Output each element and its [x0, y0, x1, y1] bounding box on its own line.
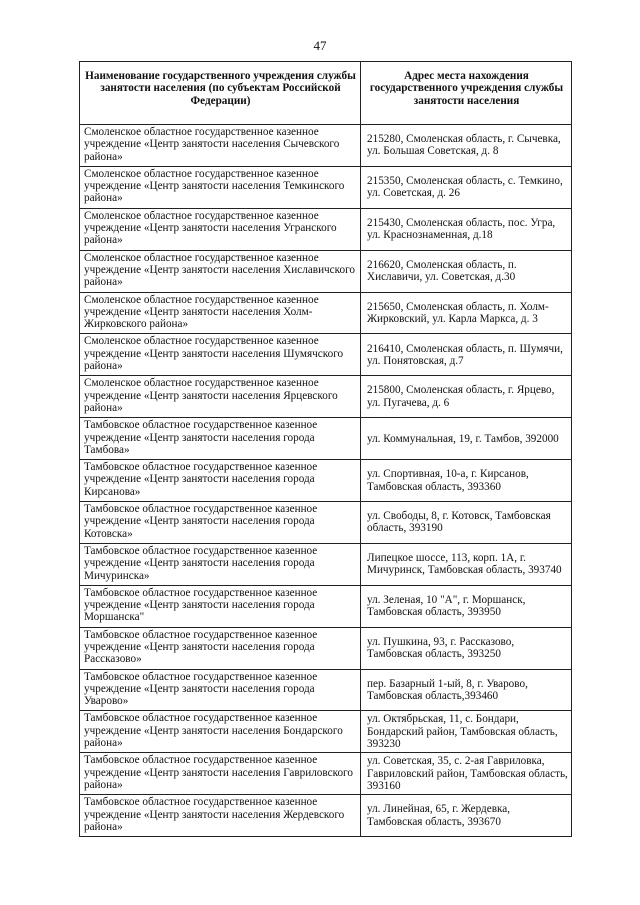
institution-address-cell: 215430, Смоленская область, пос. Угра, ул. Краснознаменная, д.18: [361, 208, 572, 250]
page-number: 47: [313, 38, 327, 53]
table-row: [80, 543, 572, 585]
institution-address-cell: 215650, Смоленская область, п. Холм-Жирковский, ул. Карла Маркса, д. 3: [361, 292, 572, 334]
institution-address-cell: 216410, Смоленская область, п. Шумячи, ул. Понятовская, д.7: [361, 334, 572, 376]
institution-name-cell: Тамбовское областное государственное казенное учреждение «Центр занятости населения города Моршанска": [80, 585, 361, 627]
table-row: [80, 250, 572, 292]
institution-name-cell: Тамбовское областное государственное казенное учреждение «Центр занятости населения города Кирсанова»: [80, 460, 361, 502]
table-row: [80, 585, 572, 627]
table-row: [80, 208, 572, 250]
institution-name-cell: Смоленское областное государственное казенное учреждение «Центр занятости населения Угранского района»: [80, 208, 361, 250]
table-row: [80, 711, 572, 753]
table-row: [80, 125, 572, 167]
institution-address-cell: 216620, Смоленская область, п. Хиславичи, ул. Советская, д.30: [361, 250, 572, 292]
table-row: [80, 627, 572, 669]
institution-name-cell: Смоленское областное государственное казенное учреждение «Центр занятости населения Холм-Жирковского района»: [80, 292, 361, 334]
table-row: [80, 753, 572, 795]
institution-name-cell: Тамбовское областное государственное казенное учреждение «Центр занятости населения Гавриловского района»: [80, 753, 361, 795]
institution-address-cell: 215350, Смоленская область, с. Темкино, ул. Советская, д. 26: [361, 166, 572, 208]
table-row: [80, 669, 572, 711]
institution-name-cell: Тамбовское областное государственное казенное учреждение «Центр занятости населения Бондарского района»: [80, 711, 361, 753]
institution-name-cell: Тамбовское областное государственное казенное учреждение «Центр занятости населения города Котовска»: [80, 502, 361, 544]
institution-address-cell: ул. Линейная, 65, г. Жердевка, Тамбовская область, 393670: [361, 795, 572, 837]
column-header-name: Наименование государственного учреждения службы занятости населения (по субъектам Российской Федерации): [80, 62, 361, 125]
institution-name-cell: Смоленское областное государственное казенное учреждение «Центр занятости населения Шумячского района»: [80, 334, 361, 376]
table-row: [80, 460, 572, 502]
institution-name-cell: Тамбовское областное государственное казенное учреждение «Центр занятости населения города Мичуринска»: [80, 543, 361, 585]
institution-name-cell: Тамбовское областное государственное казенное учреждение «Центр занятости населения Жердевского района»: [80, 795, 361, 837]
table-body: [80, 125, 572, 837]
institution-address-cell: ул. Пушкина, 93, г. Рассказово, Тамбовская область, 393250: [361, 627, 572, 669]
institution-address-cell: ул. Свободы, 8, г. Котовск, Тамбовская область, 393190: [361, 502, 572, 544]
institution-address-cell: 215800, Смоленская область, г. Ярцево, ул. Пугачева, д. 6: [361, 376, 572, 418]
institution-address-cell: ул. Советская, 35, с. 2-ая Гавриловка, Гавриловский район, Тамбовская область, 393160: [361, 753, 572, 795]
institution-address-cell: ул. Зеленая, 10 "А", г. Моршанск, Тамбовская область, 393950: [361, 585, 572, 627]
institution-address-cell: ул. Спортивная, 10-а, г. Кирсанов, Тамбовская область, 393360: [361, 460, 572, 502]
table-row: [80, 795, 572, 837]
institution-name-cell: Тамбовское областное государственное казенное учреждение «Центр занятости населения города Уварово»: [80, 669, 361, 711]
institution-name-cell: Тамбовское областное государственное казенное учреждение «Центр занятости населения города Тамбова»: [80, 418, 361, 460]
institution-address-cell: ул. Коммунальная, 19, г. Тамбов, 392000: [361, 418, 572, 460]
institution-address-cell: Липецкое шоссе, 113, корп. 1А, г. Мичуринск, Тамбовская область, 393740: [361, 543, 572, 585]
institution-name-cell: Смоленское областное государственное казенное учреждение «Центр занятости населения Темкинского района»: [80, 166, 361, 208]
employment-centers-table: [79, 61, 572, 837]
table-row: [80, 166, 572, 208]
institution-name-cell: Смоленское областное государственное казенное учреждение «Центр занятости населения Хиславичского района»: [80, 250, 361, 292]
institution-address-cell: 215280, Смоленская область, г. Сычевка, ул. Большая Советская, д. 8: [361, 125, 572, 167]
table-row: [80, 292, 572, 334]
table-row: [80, 376, 572, 418]
table-row: [80, 418, 572, 460]
institution-name-cell: Тамбовское областное государственное казенное учреждение «Центр занятости населения города Рассказово»: [80, 627, 361, 669]
institution-name-cell: Смоленское областное государственное казенное учреждение «Центр занятости населения Ярцевского района»: [80, 376, 361, 418]
institution-name-cell: Смоленское областное государственное казенное учреждение «Центр занятости населения Сычевского района»: [80, 125, 361, 167]
institution-address-cell: пер. Базарный 1-ый, 8, г. Уварово, Тамбовская область,393460: [361, 669, 572, 711]
institution-address-cell: ул. Октябрьская, 11, с. Бондари, Бондарский район, Тамбовская область, 393230: [361, 711, 572, 753]
table-header-row: [80, 62, 572, 125]
table-row: [80, 334, 572, 376]
column-header-address: Адрес места нахождения государственного учреждения службы занятости населения: [361, 62, 572, 125]
table-row: [80, 502, 572, 544]
